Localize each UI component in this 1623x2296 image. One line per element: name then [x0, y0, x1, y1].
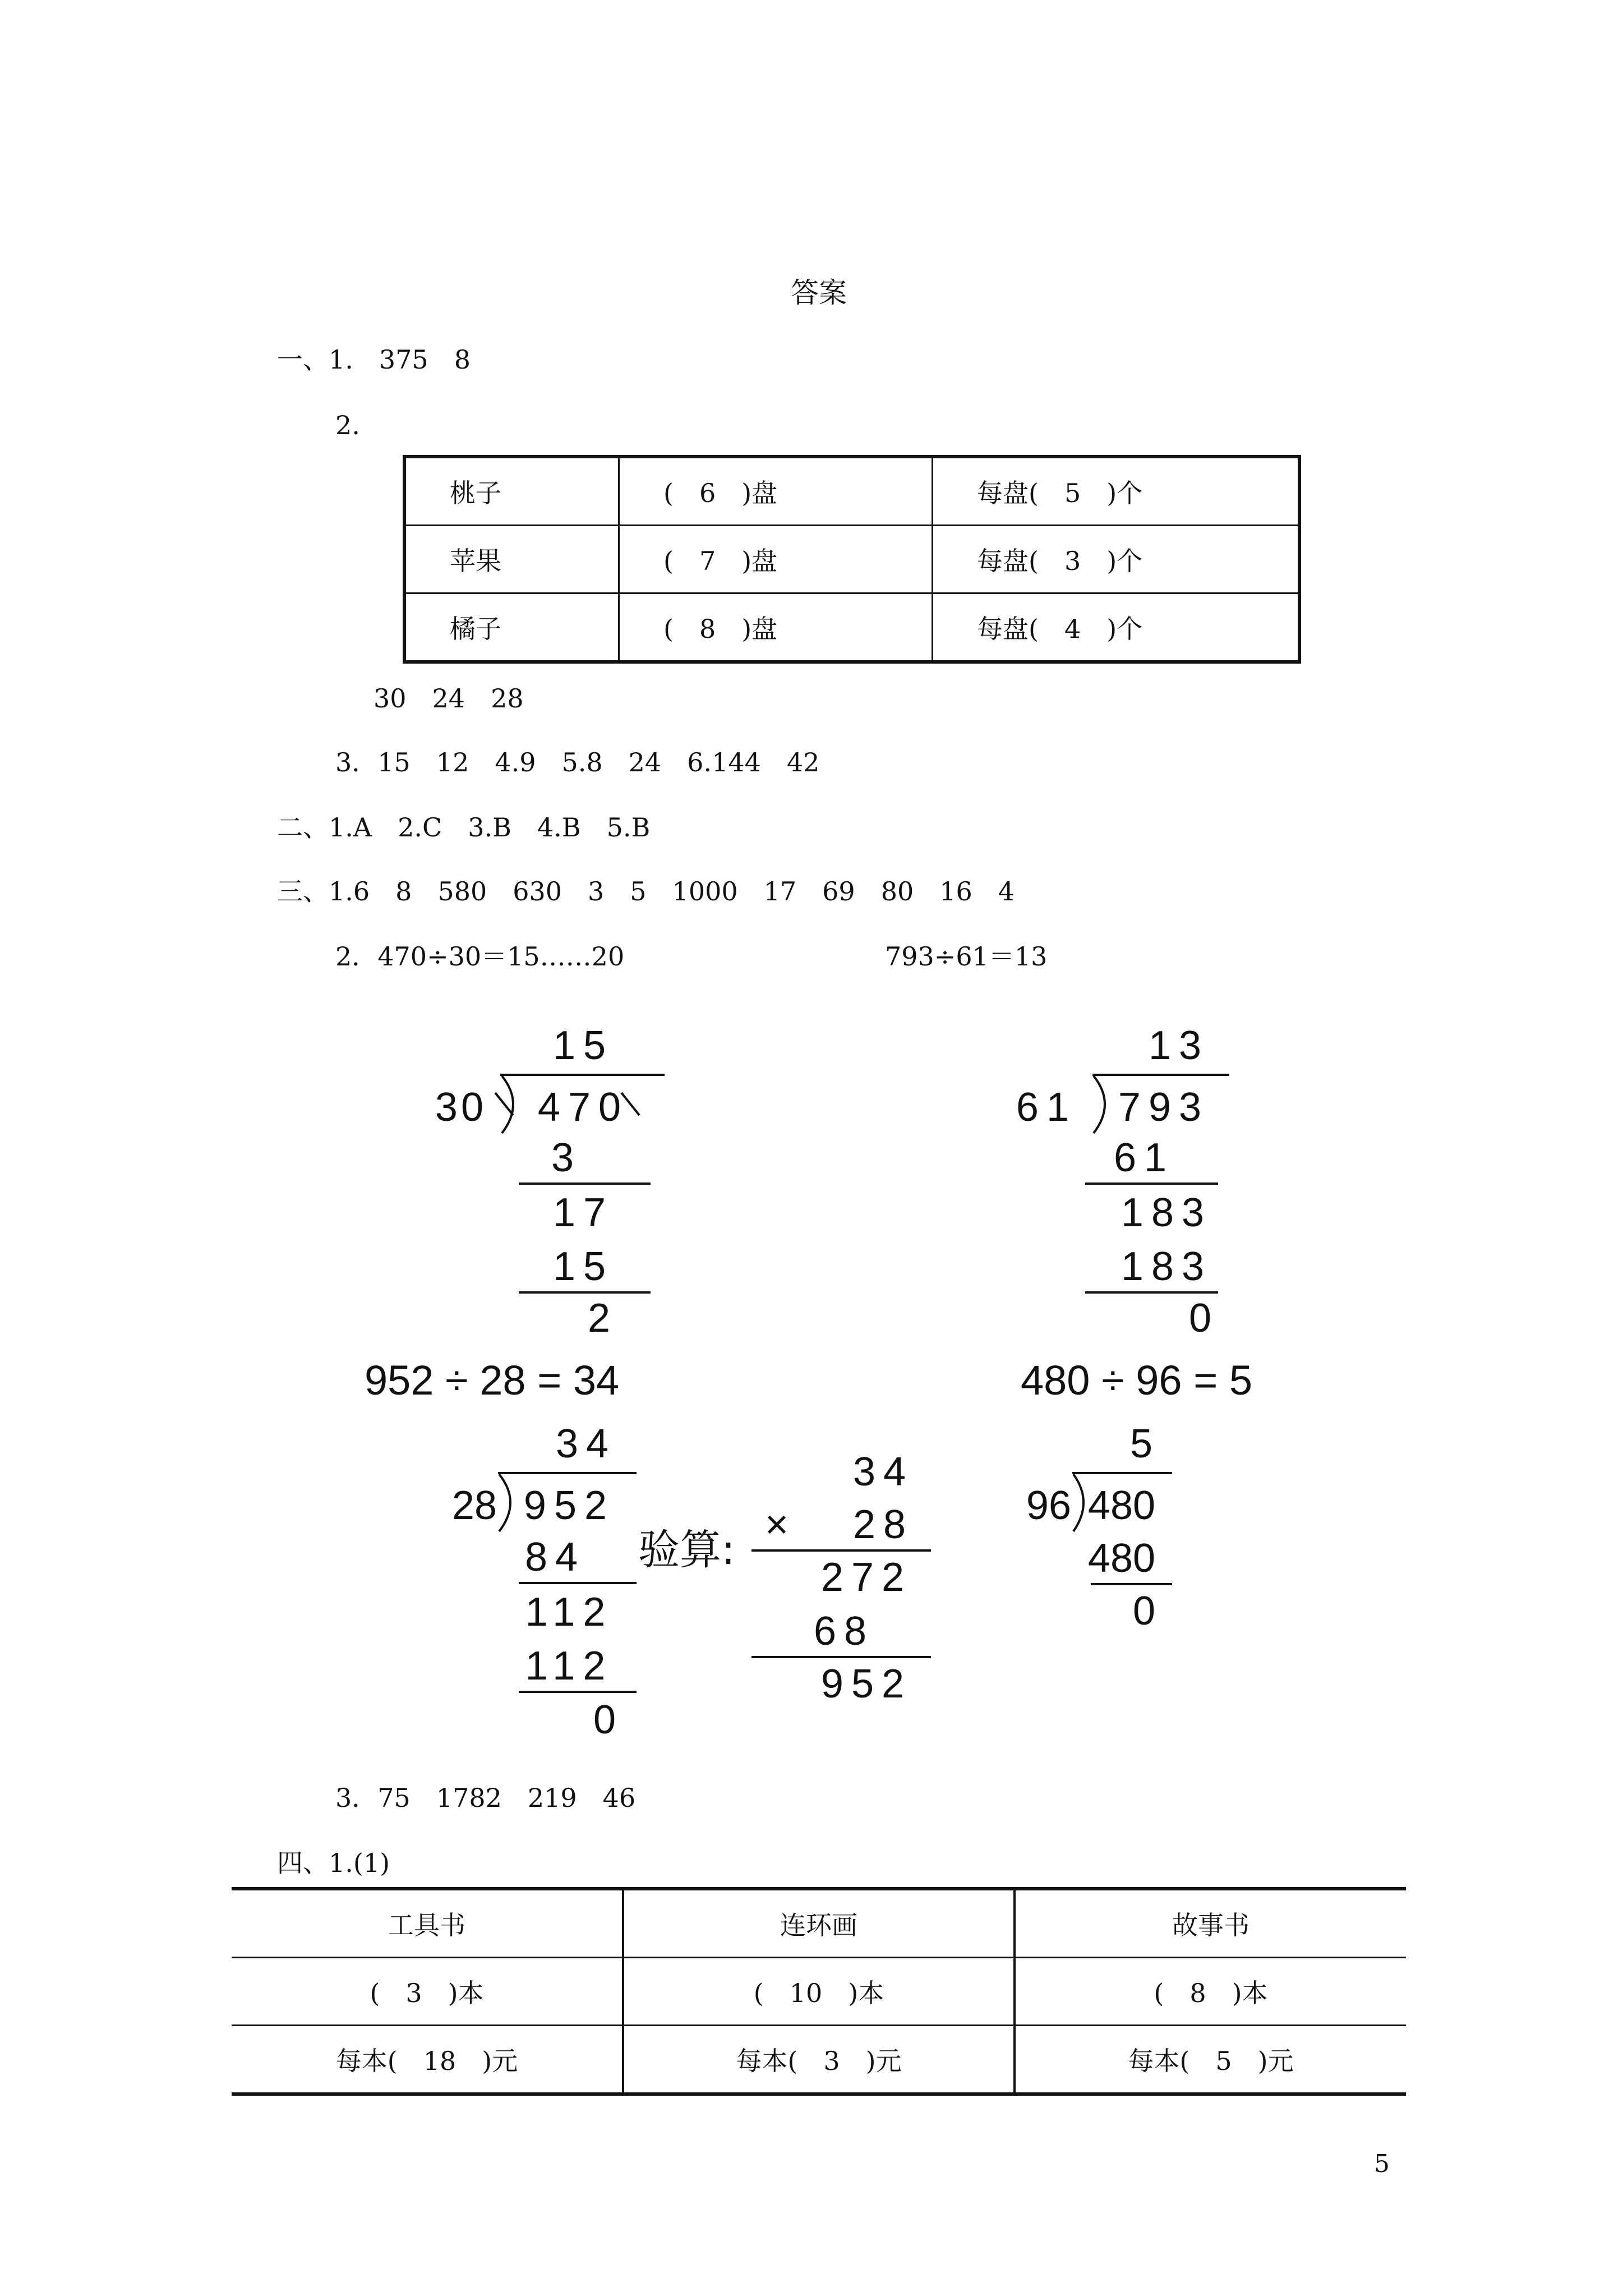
div3-dividend: 952 — [523, 1483, 615, 1528]
equation-952-28: 952 ÷ 28 = 34 — [365, 1357, 620, 1404]
mult-result: 952 — [820, 1662, 912, 1706]
part3-q3: 3．75 1782 219 46 — [335, 1783, 636, 1813]
div4-step: 0 — [1132, 1589, 1156, 1634]
part1-q2-label: 2. — [335, 410, 360, 440]
div3-step: 112 — [525, 1644, 614, 1688]
table-cell: 苹果 — [404, 526, 619, 593]
div4-dividend: 480 — [1087, 1483, 1156, 1528]
div1-step: 15 — [552, 1244, 614, 1289]
table-cell: ( 8 )本 — [1015, 1958, 1406, 2026]
table-cell: 每本( 18 )元 — [232, 2026, 623, 2095]
mult-times: × — [764, 1502, 789, 1547]
part3-q2-right: 793÷61＝13 — [885, 941, 1048, 972]
table-cell: ( 7 )盘 — [619, 526, 933, 593]
part1-q3: 3．15 12 4.9 5.8 24 6.144 42 — [335, 747, 820, 777]
table-cell: 连环画 — [623, 1889, 1015, 1958]
table-cell: 故事书 — [1015, 1889, 1406, 1958]
mult-top: 34 — [852, 1450, 914, 1494]
div3-divisor: 28 — [451, 1483, 497, 1528]
part3-q2-left: 2．470÷30＝15……20 — [335, 941, 625, 972]
div3-step: 84 — [524, 1535, 586, 1580]
part4-q1-label: 四、1.(1) — [277, 1848, 390, 1878]
div4-divisor: 96 — [1026, 1483, 1071, 1528]
table-cell: 每盘( 5 )个 — [933, 457, 1300, 526]
part3-q1: 三、1.6 8 580 630 3 5 1000 17 69 80 16 4 — [277, 876, 1015, 907]
div2-step: 0 — [1188, 1296, 1212, 1341]
mult-bottom: 28 — [852, 1502, 914, 1547]
table-cell: ( 6 )盘 — [619, 457, 933, 526]
div2-step: 61 — [1113, 1135, 1175, 1180]
table-cell: 桃子 — [404, 457, 619, 526]
cross-out-mark — [495, 1093, 513, 1115]
part1-q1: 一、1. 375 8 — [277, 344, 471, 375]
div1-dividend: 470 — [537, 1085, 629, 1130]
page-title: 答案 — [791, 277, 847, 309]
check-label: 验算: — [638, 1526, 735, 1574]
table-cell: ( 8 )盘 — [619, 593, 933, 662]
table-cell: ( 3 )本 — [232, 1958, 623, 2026]
div4-quotient: 5 — [1129, 1421, 1153, 1466]
table-row — [232, 1889, 1406, 1958]
table-row — [232, 2026, 1406, 2095]
table-row — [232, 1958, 1406, 2026]
div2-step: 183 — [1121, 1244, 1212, 1289]
table-cell: 每本( 5 )元 — [1015, 2026, 1406, 2095]
div3-step: 0 — [593, 1697, 616, 1742]
div3-quotient: 34 — [555, 1421, 617, 1466]
table-cell: ( 10 )本 — [623, 1958, 1015, 2026]
mult-partial-1: 272 — [820, 1555, 912, 1600]
div1-step: 3 — [551, 1135, 574, 1180]
table-cell: 工具书 — [232, 1889, 623, 1958]
div2-quotient: 13 — [1148, 1023, 1210, 1068]
div1-divisor: 30 — [435, 1085, 487, 1130]
div1-step: 2 — [587, 1296, 611, 1341]
part1-q2-answers: 30 24 28 — [374, 683, 524, 714]
table-cell: 橘子 — [404, 593, 619, 662]
div1-step: 17 — [552, 1190, 614, 1235]
div3-step: 112 — [525, 1590, 614, 1635]
table-cell: 每盘( 4 )个 — [933, 593, 1300, 662]
div2-divisor: 61 — [1016, 1085, 1077, 1130]
table-cell: 每盘( 3 )个 — [933, 526, 1300, 593]
mult-partial-2: 68 — [813, 1609, 875, 1654]
equation-480-96: 480 ÷ 96 = 5 — [1021, 1357, 1252, 1404]
div4-step: 480 — [1087, 1536, 1156, 1581]
books-table — [232, 1887, 1406, 2096]
table-cell: 每本( 3 )元 — [623, 2026, 1015, 2095]
div1-quotient: 15 — [552, 1023, 614, 1068]
page-number: 5 — [1374, 2150, 1390, 2178]
div2-dividend: 793 — [1118, 1085, 1210, 1130]
part2-answers: 二、1.A 2.C 3.B 4.B 5.B — [277, 812, 651, 843]
div2-step: 183 — [1121, 1190, 1212, 1235]
